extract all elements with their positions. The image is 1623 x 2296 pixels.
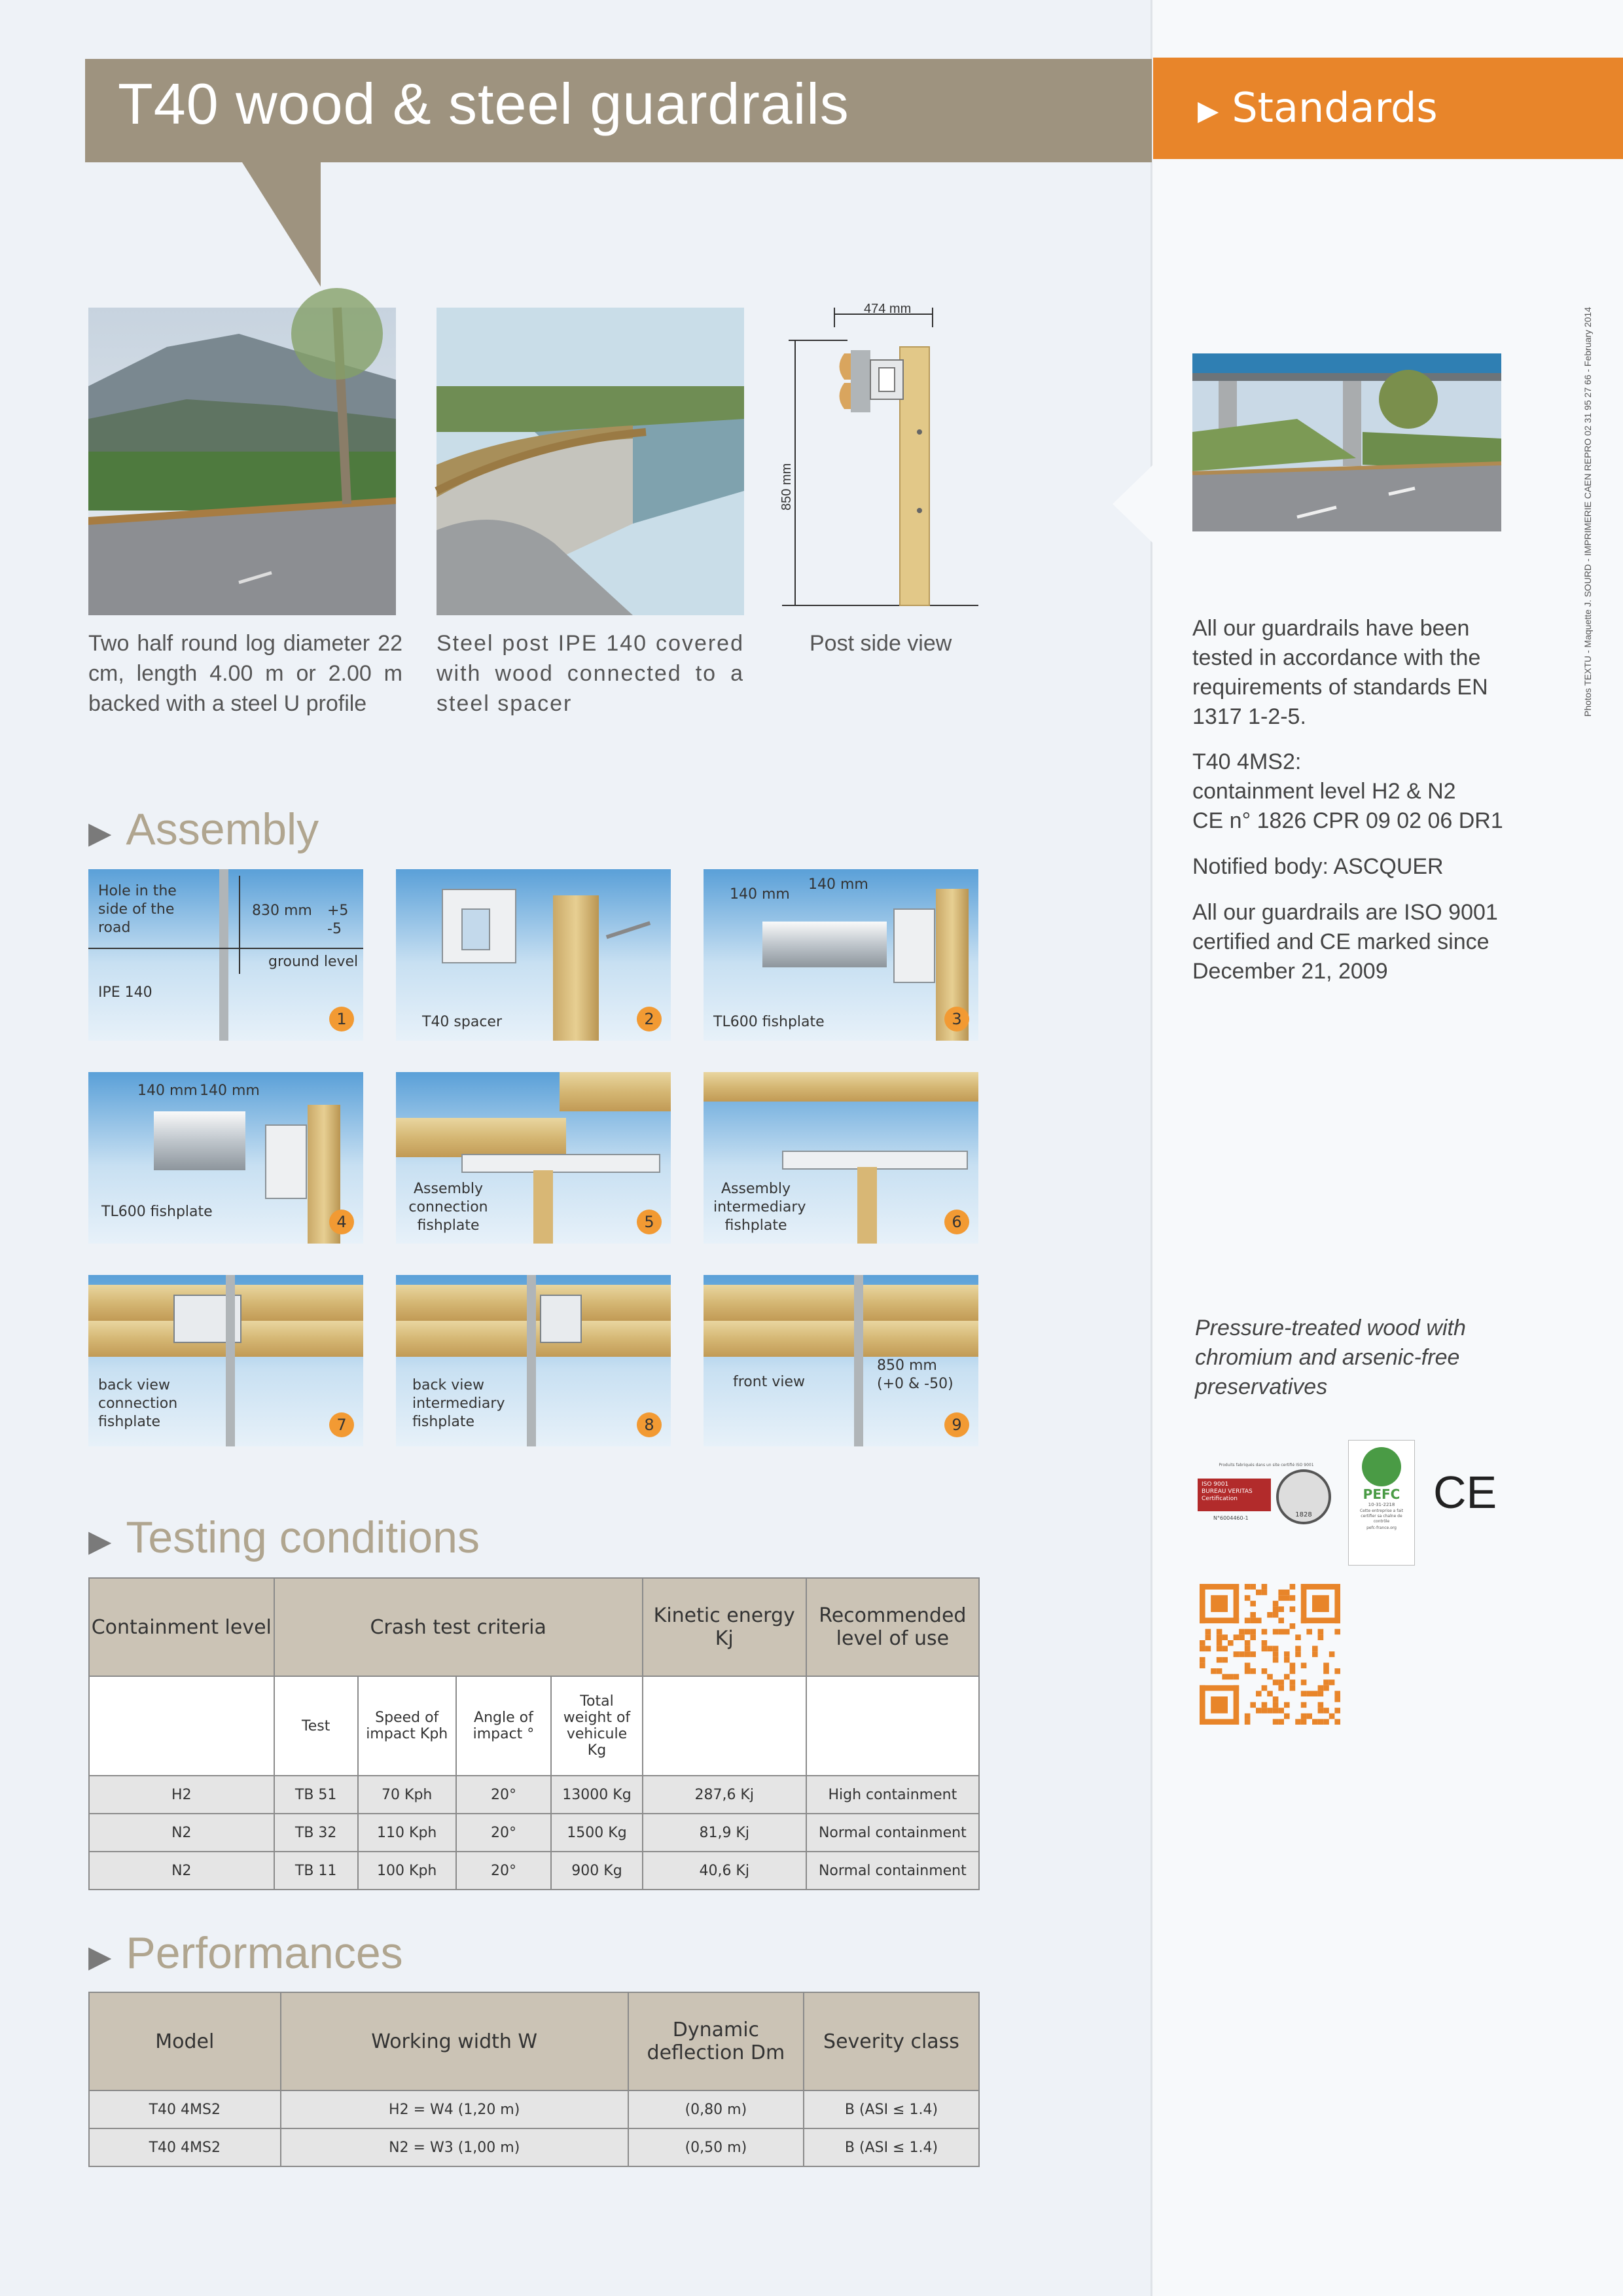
table-row: T40 4MS2 H2 = W4 (1,20 m) (0,80 m) B (ASI ≤ 1.4) xyxy=(89,2090,979,2128)
assembly-step-3 xyxy=(704,869,978,1041)
side-credit: Photos TEXTU - Maquette J. SOURD - IMPRIMERIE CAEN REPRO 02 31 95 27 66 - February 2014 xyxy=(1582,306,1593,717)
assembly-step-2 xyxy=(396,869,671,1041)
assembly-step-7 xyxy=(88,1275,363,1446)
step-number: 3 xyxy=(944,1007,969,1031)
step-number: 1 xyxy=(329,1007,354,1031)
dimension-850: 850 mm xyxy=(877,1357,937,1374)
header-severity: Severity class xyxy=(804,1992,979,2090)
step-number: 7 xyxy=(329,1412,354,1437)
pefc-logo: PEFC 10-31-2218 Cette entreprise a fait certifier sa chaîne de contrôle pefc-france.org xyxy=(1348,1440,1415,1566)
fishplate-label: Assembly intermediary fishplate xyxy=(713,1181,806,1234)
photo-overpass xyxy=(1192,353,1501,531)
fishplate-label: TL600 fishplate xyxy=(713,1014,825,1030)
qr-code-graphic xyxy=(1200,1584,1340,1725)
spacer-label: T40 spacer xyxy=(422,1014,503,1030)
fishplate-label: TL600 fishplate xyxy=(101,1204,213,1220)
assembly-step-4 xyxy=(88,1072,363,1244)
tolerance-minus: -5 xyxy=(327,921,342,937)
view-label: back view intermediary fishplate xyxy=(412,1377,505,1430)
assembly-step-1 xyxy=(88,869,363,1041)
testing-heading: ▶ Testing conditions xyxy=(88,1513,480,1562)
header-containment: Containment level xyxy=(89,1578,274,1676)
table-row: N2 TB 32 110 Kph 20° 1500 Kg 81,9 Kj Normal containment xyxy=(89,1814,979,1852)
view-label: back view connection fishplate xyxy=(98,1377,178,1430)
performances-table xyxy=(88,1992,980,2167)
step-number: 2 xyxy=(637,1007,662,1031)
fishplate-label: Assembly connection fishplate xyxy=(408,1181,488,1234)
right-page xyxy=(1152,0,1623,2296)
play-arrow-icon: ▶ xyxy=(88,1524,112,1558)
photo-roadside-guardrail xyxy=(88,308,396,615)
dimension-b: 140 mm xyxy=(808,876,868,893)
post-height-label: 850 mm xyxy=(779,463,794,511)
bureau-veritas-logo: Produits fabriqués dans un site certifié ISO 9001 ISO 9001 BUREAU VERITAS Certification N°6004460-1 1828 xyxy=(1198,1463,1335,1535)
standards-heading: ▶ Standards xyxy=(1198,84,1438,132)
standards-pointer xyxy=(1113,465,1153,543)
dimension-830: 830 mm xyxy=(252,903,312,919)
standards-paragraph-2b: containment level H2 & N2 xyxy=(1192,779,1456,804)
standards-paragraph-2a: T40 4MS2: xyxy=(1192,749,1302,774)
assembly-step-8 xyxy=(396,1275,671,1446)
standards-paragraph-2c: CE n° 1826 CPR 09 02 06 DR1 xyxy=(1192,808,1503,833)
post-side-view-diagram xyxy=(779,301,978,615)
play-arrow-icon: ▶ xyxy=(1198,94,1219,127)
view-label: front view xyxy=(733,1374,805,1390)
photo-canal-guardrail xyxy=(437,308,744,615)
assembly-step-5 xyxy=(396,1072,671,1244)
header-width: Working width W xyxy=(281,1992,628,2090)
table-row: N2 TB 11 100 Kph 20° 900 Kg 40,6 Kj Normal containment xyxy=(89,1852,979,1890)
standards-paragraph-3: Notified body: ASCQUER xyxy=(1192,854,1444,879)
ipe-label: IPE 140 xyxy=(98,984,152,1001)
header-crash: Crash test criteria xyxy=(274,1578,643,1676)
subheader-weight: Total weight of vehicule Kg xyxy=(551,1676,643,1776)
assembly-heading: ▶ Assembly xyxy=(88,804,319,854)
dimension-a: 140 mm xyxy=(730,886,790,903)
page-fold xyxy=(1150,0,1152,2296)
caption-side-view: Post side view xyxy=(810,631,952,656)
standards-paragraph-1: All our guardrails have been tested in accordance with the requirements of standards EN 1317 1-2-5. xyxy=(1192,616,1488,729)
testing-table xyxy=(88,1577,980,1890)
step-number: 8 xyxy=(637,1412,662,1437)
caption-logs: Two half round log diameter 22 cm, length 4.00 m or 2.00 m backed with a steel U profile xyxy=(88,631,402,716)
table-row: H2 TB 51 70 Kph 20° 13000 Kg 287,6 Kj High containment xyxy=(89,1776,979,1814)
header-kinetic: Kinetic energy Kj xyxy=(643,1578,806,1676)
wood-treatment-note: Pressure-treated wood with chromium and arsenic-free preservatives xyxy=(1195,1316,1466,1399)
step-number: 9 xyxy=(944,1412,969,1437)
tolerance: (+0 & -50) xyxy=(877,1376,954,1392)
table-row: T40 4MS2 N2 = W3 (1,00 m) (0,50 m) B (ASI ≤ 1.4) xyxy=(89,2128,979,2166)
step-number: 5 xyxy=(637,1210,662,1234)
ground-level-label: ground level xyxy=(268,954,359,970)
header-model: Model xyxy=(89,1992,281,2090)
subheader-speed: Speed of impact Kph xyxy=(358,1676,456,1776)
caption-post: Steel post IPE 140 covered with wood connected to a steel spacer xyxy=(437,631,744,716)
header-recommended: Recommended level of use xyxy=(806,1578,979,1676)
standards-paragraph-4: All our guardrails are ISO 9001 certified and CE marked since December 21, 2009 xyxy=(1192,900,1498,984)
performances-heading: ▶ Performances xyxy=(88,1928,403,1978)
assembly-step-9 xyxy=(704,1275,978,1446)
header-deflection: Dynamic deflection Dm xyxy=(628,1992,804,2090)
step-number: 6 xyxy=(944,1210,969,1234)
subheader-angle: Angle of impact ° xyxy=(456,1676,552,1776)
dimension-a: 140 mm xyxy=(137,1083,198,1099)
assembly-step-6 xyxy=(704,1072,978,1244)
subheader-test: Test xyxy=(274,1676,358,1776)
step-number: 4 xyxy=(329,1210,354,1234)
tolerance-plus: +5 xyxy=(327,903,349,919)
post-width-label: 474 mm xyxy=(864,302,912,316)
dimension-b: 140 mm xyxy=(200,1083,260,1099)
ce-mark: CE xyxy=(1433,1467,1497,1518)
play-arrow-icon: ▶ xyxy=(88,1939,112,1974)
hole-label: Hole in the side of the road xyxy=(98,883,177,936)
page-title: T40 wood & steel guardrails xyxy=(118,71,849,136)
play-arrow-icon: ▶ xyxy=(88,816,112,850)
title-pointer xyxy=(242,162,321,287)
tree-icon xyxy=(1362,1447,1401,1486)
qr-code xyxy=(1200,1584,1340,1725)
